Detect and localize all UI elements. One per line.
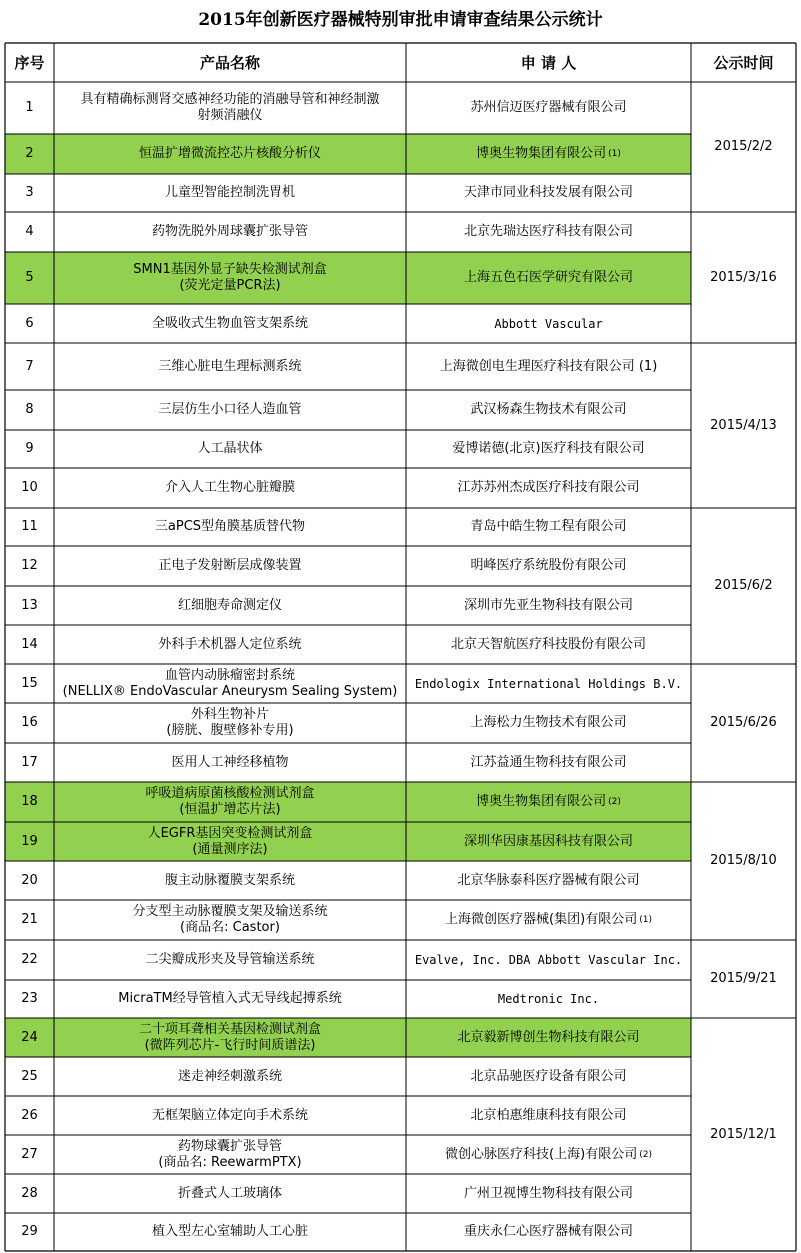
header-date: [691, 43, 796, 82]
cell-product-name: [54, 468, 406, 508]
cell-text: 呼吸道病原菌核酸检测试剂盒 (恒温扩增芯片法): [145, 786, 315, 817]
cell-number: [5, 508, 54, 546]
cell-text: 17: [21, 754, 38, 770]
cell-text: 1: [25, 100, 34, 115]
cell-text: 分支型主动脉覆膜支架及输送系统 (商品名: Castor): [132, 904, 328, 935]
cell-text: 9: [25, 441, 34, 456]
table-title: 2015年创新医疗器械特别审批申请审查结果公示统计: [198, 10, 603, 30]
cell-number: [5, 782, 54, 822]
cell-product-name: [54, 1096, 406, 1135]
cell-product-name: [54, 430, 406, 468]
cell-text: 5: [25, 270, 34, 285]
cell-text: 25: [21, 1068, 38, 1084]
cell-text: 2: [25, 146, 34, 161]
cell-text: 外科手术机器人定位系统: [158, 636, 302, 652]
header-label: 申 请 人: [520, 53, 577, 72]
cell-text: 天津市同业科技发展有限公司: [463, 185, 633, 200]
cell-applicant: [406, 703, 691, 743]
cell-text: 博奥生物集团有限公司: [476, 794, 607, 809]
cell-product-name: [54, 1135, 406, 1174]
cell-applicant: [406, 430, 691, 468]
cell-product-name: [54, 82, 406, 134]
cell-text: 具有精确标测肾交感神经功能的消融导管和神经制激 射频消融仪: [80, 92, 380, 123]
cell-number: [5, 430, 54, 468]
cell-applicant: [406, 252, 691, 304]
footnote-marker: (2): [608, 797, 621, 807]
cell-text: Evalve, Inc. DBA Abbott Vascular Inc.: [414, 953, 683, 967]
cell-applicant: [406, 980, 691, 1018]
cell-product-name: [54, 1018, 406, 1057]
cell-text: 药物洗脱外周球囊扩张导管: [151, 224, 308, 239]
cell-applicant: [406, 1135, 691, 1174]
cell-number: [5, 664, 54, 703]
cell-text: 上海五色石医学研究有限公司: [463, 270, 633, 285]
cell-product-name: [54, 508, 406, 546]
cell-product-name: [54, 703, 406, 743]
cell-text: 介入人工生物心脏瓣膜: [164, 480, 295, 495]
cell-product-name: [54, 1057, 406, 1096]
cell-text: 2015/9/21: [710, 971, 777, 986]
cell-product-name: [54, 743, 406, 782]
cell-text: 11: [21, 519, 38, 534]
cell-applicant: [406, 546, 691, 586]
cell-applicant: [406, 134, 691, 174]
cell-text: 三层仿生小口径人造血管: [158, 402, 302, 417]
header-product-name: [54, 43, 406, 82]
cell-product-name: [54, 861, 406, 900]
cell-product-name: [54, 546, 406, 586]
cell-number: [5, 1213, 54, 1251]
cell-text: 2015/8/10: [710, 853, 777, 868]
header-label: 公示时间: [713, 53, 774, 72]
cell-product-name: [54, 174, 406, 212]
cell-number: [5, 940, 54, 980]
cell-text: 恒温扩增微流控芯片核酸分析仪: [138, 146, 321, 161]
cell-applicant: [406, 625, 691, 664]
cell-text: 重庆永仁心医疗器械有限公司: [463, 1224, 633, 1239]
cell-applicant: [406, 1018, 691, 1057]
cell-text: 上海微创电生理医疗科技有限公司 (1): [439, 358, 658, 374]
cell-text: 26: [21, 1107, 38, 1123]
cell-text: 武汉杨森生物技术有限公司: [470, 402, 627, 417]
cell-date: [691, 508, 796, 664]
cell-product-name: [54, 1213, 406, 1251]
cell-number: [5, 1174, 54, 1213]
cell-text: 2015/6/2: [714, 578, 773, 593]
cell-applicant: [406, 468, 691, 508]
cell-text: MicraTM经导管植入式无导线起搏系统: [118, 991, 342, 1006]
cell-product-name: [54, 980, 406, 1018]
cell-text: 22: [21, 952, 38, 967]
cell-text: Abbott Vascular: [494, 316, 603, 331]
cell-text: 青岛中皓生物工程有限公司: [470, 519, 627, 534]
cell-text: 全吸收式生物血管支架系统: [151, 315, 308, 331]
cell-text: 微创心脉医疗科技(上海)有限公司: [445, 1146, 638, 1162]
cell-number: [5, 980, 54, 1018]
cell-applicant: [406, 174, 691, 212]
cell-text: 18: [21, 794, 38, 809]
cell-text: 20: [21, 872, 38, 888]
cell-applicant: [406, 822, 691, 861]
cell-text: 迷走神经刺激系统: [177, 1068, 282, 1084]
cell-applicant: [406, 586, 691, 625]
cell-applicant: [406, 304, 691, 343]
cell-text: 北京天智航医疗科技股份有限公司: [450, 636, 646, 652]
cell-text: 苏州信迈医疗器械有限公司: [470, 100, 627, 115]
cell-text: SMN1基因外显子缺失检测试剂盒 (荧光定量PCR法): [133, 262, 327, 293]
cell-text: 21: [21, 912, 38, 927]
cell-text: 博奥生物集团有限公司: [476, 146, 607, 161]
cell-number: [5, 546, 54, 586]
cell-product-name: [54, 212, 406, 252]
cell-text: 腹主动脉覆膜支架系统: [164, 872, 295, 888]
cell-product-name: [54, 390, 406, 430]
cell-text: 6: [25, 315, 34, 331]
cell-text: 12: [21, 558, 38, 573]
cell-text: 植入型左心室辅助人工心脏: [151, 1224, 308, 1239]
cell-text: 24: [21, 1029, 38, 1045]
cell-product-name: [54, 1174, 406, 1213]
header-label: 产品名称: [199, 53, 260, 72]
cell-text: 广州卫视博生物科技有限公司: [463, 1185, 633, 1201]
cell-text: 23: [21, 991, 38, 1006]
cell-text: 三维心脏电生理标测系统: [158, 358, 302, 374]
cell-number: [5, 743, 54, 782]
cell-text: 深圳华因康基因科技有限公司: [463, 833, 633, 849]
cell-applicant: [406, 390, 691, 430]
cell-text: 19: [21, 833, 38, 849]
cell-product-name: [54, 940, 406, 980]
cell-text: 药物球囊扩张导管 (商品名: ReewarmPTX): [158, 1138, 302, 1170]
cell-product-name: [54, 343, 406, 390]
cell-applicant: [406, 782, 691, 822]
cell-product-name: [54, 664, 406, 703]
cell-number: [5, 134, 54, 174]
cell-number: [5, 861, 54, 900]
header-number: [5, 43, 54, 82]
cell-applicant: [406, 212, 691, 252]
cell-applicant: [406, 1096, 691, 1135]
cell-number: [5, 343, 54, 390]
cell-text: Endologix International Holdings B.V.: [414, 676, 683, 691]
cell-product-name: [54, 900, 406, 940]
cell-applicant: [406, 82, 691, 134]
cell-number: [5, 390, 54, 430]
cell-text: 医用人工神经移植物: [171, 754, 289, 770]
cell-date: [691, 343, 796, 508]
cell-text: 北京先瑞达医疗科技有限公司: [463, 224, 633, 239]
cell-applicant: [406, 1213, 691, 1251]
cell-text: 血管内动脉瘤密封系统 (NELLIX® EndoVascular Aneurysm Sealing System): [62, 667, 398, 699]
cell-number: [5, 304, 54, 343]
cell-product-name: [54, 134, 406, 174]
cell-text: 8: [25, 402, 34, 417]
footnote-marker: (1): [639, 915, 652, 925]
cell-text: 三aPCS型角膜基质替代物: [154, 519, 306, 534]
cell-applicant: [406, 343, 691, 390]
header-applicant: [406, 43, 691, 82]
cell-text: 2015/4/13: [710, 417, 777, 433]
cell-applicant: [406, 940, 691, 980]
cell-text: 27: [21, 1146, 38, 1162]
cell-number: [5, 1057, 54, 1096]
cell-number: [5, 586, 54, 625]
cell-date: [691, 940, 796, 1018]
cell-number: [5, 82, 54, 134]
cell-date: [691, 664, 796, 782]
cell-number: [5, 822, 54, 861]
cell-text: 外科生物补片 (膀胱、腹壁修补专用): [166, 707, 294, 738]
cell-text: 2015/3/16: [710, 269, 777, 285]
cell-product-name: [54, 782, 406, 822]
cell-text: 2015/2/2: [714, 139, 773, 154]
cell-text: 28: [21, 1185, 38, 1201]
cell-text: 3: [25, 185, 34, 200]
cell-applicant: [406, 1057, 691, 1096]
cell-text: 人工晶状体: [197, 441, 263, 456]
cell-date: [691, 782, 796, 940]
cell-text: 二尖瓣成形夹及导管输送系统: [145, 952, 315, 967]
cell-text: 江苏益通生物科技有限公司: [470, 754, 627, 770]
cell-number: [5, 468, 54, 508]
cell-text: 16: [21, 715, 38, 730]
cell-text: 2015/12/1: [710, 1126, 777, 1142]
cell-applicant: [406, 861, 691, 900]
cell-text: 29: [21, 1224, 38, 1239]
cell-text: 人EGFR基因突变检测试剂盒 (通量测序法): [147, 825, 313, 857]
cell-text: 明峰医疗系统股份有限公司: [470, 558, 627, 573]
cell-number: [5, 900, 54, 940]
cell-date: [691, 1018, 796, 1251]
cell-applicant: [406, 743, 691, 782]
cell-product-name: [54, 625, 406, 664]
cell-text: 上海松力生物技术有限公司: [470, 715, 627, 730]
cell-date: [691, 82, 796, 212]
cell-text: 红细胞寿命测定仪: [177, 597, 282, 613]
cell-text: 北京毅新博创生物科技有限公司: [457, 1029, 640, 1045]
cell-text: 10: [21, 480, 38, 495]
cell-text: 4: [25, 224, 34, 239]
cell-product-name: [54, 822, 406, 861]
cell-number: [5, 703, 54, 743]
cell-text: 北京华脉泰科医疗器械有限公司: [457, 872, 640, 888]
cell-number: [5, 174, 54, 212]
cell-text: Medtronic Inc.: [497, 992, 600, 1006]
cell-product-name: [54, 586, 406, 625]
cell-text: 深圳市先亚生物科技有限公司: [463, 597, 633, 613]
cell-applicant: [406, 664, 691, 703]
cell-text: 13: [21, 597, 38, 613]
cell-text: 爱博诺德(北京)医疗科技有限公司: [452, 441, 645, 456]
cell-applicant: [406, 900, 691, 940]
cell-text: 上海微创医疗器械(集团)有限公司: [445, 912, 638, 927]
cell-text: 15: [21, 675, 38, 691]
cell-text: 北京柏惠维康科技有限公司: [470, 1107, 627, 1123]
cell-text: 江苏苏州杰成医疗科技有限公司: [457, 480, 640, 495]
cell-text: 2015/6/26: [710, 715, 777, 730]
cell-applicant: [406, 1174, 691, 1213]
cell-product-name: [54, 304, 406, 343]
cell-number: [5, 1096, 54, 1135]
cell-text: 14: [21, 636, 38, 652]
cell-text: 儿童型智能控制洗胃机: [164, 185, 295, 200]
footnote-marker: (2): [639, 1149, 652, 1160]
cell-text: 二十项耳聋相关基因检测试剂盒 (微阵列芯片-飞行时间质谱法): [138, 1021, 321, 1053]
cell-product-name: [54, 252, 406, 304]
cell-text: 7: [25, 358, 34, 374]
cell-number: [5, 1135, 54, 1174]
cell-date: [691, 212, 796, 343]
header-label: 序号: [14, 53, 45, 72]
cell-number: [5, 1018, 54, 1057]
cell-applicant: [406, 508, 691, 546]
cell-text: 无框架脑立体定向手术系统: [151, 1107, 308, 1123]
cell-text: 北京品驰医疗设备有限公司: [470, 1068, 627, 1084]
cell-number: [5, 212, 54, 252]
cell-number: [5, 625, 54, 664]
cell-text: 正电子发射断层成像装置: [158, 558, 302, 573]
cell-text: 折叠式人工玻璃体: [177, 1185, 282, 1201]
footnote-marker: (1): [608, 149, 621, 159]
cell-number: [5, 252, 54, 304]
